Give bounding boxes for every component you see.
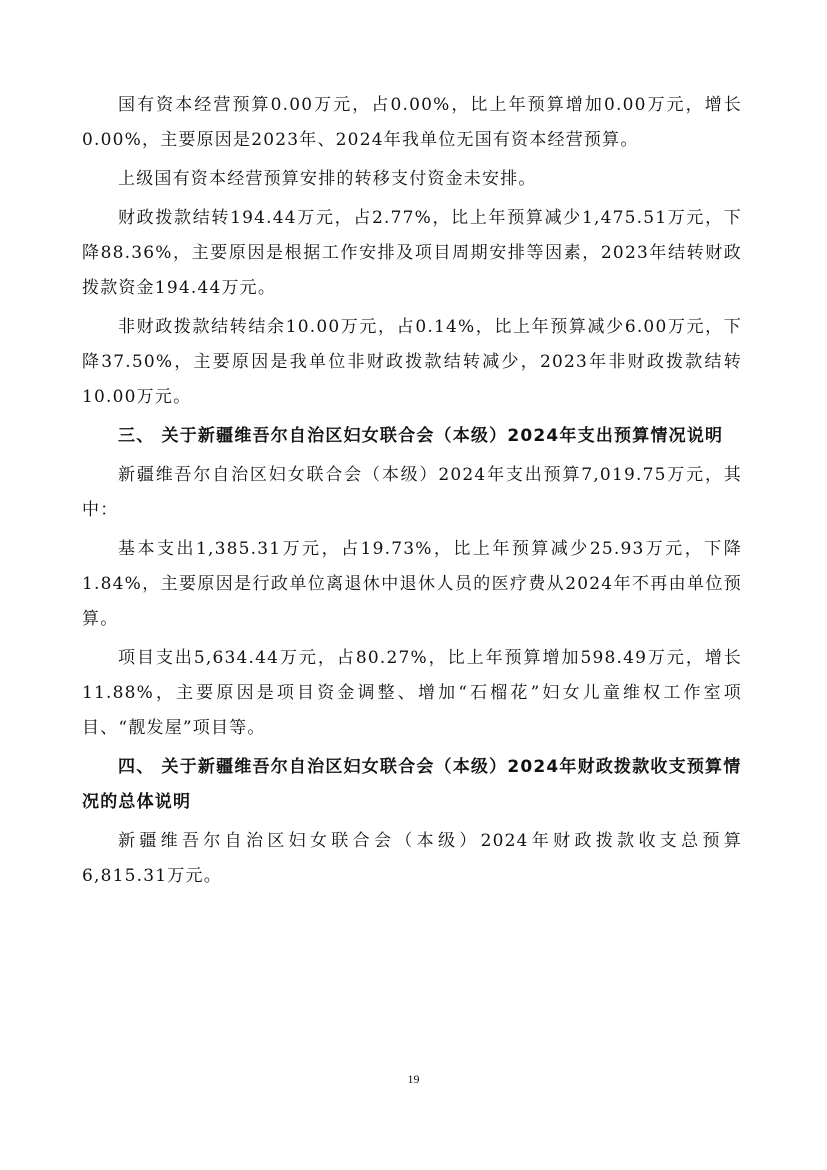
paragraph-fiscal-total: 新疆维吾尔自治区妇女联合会（本级）2024年财政拨款收支总预算6,815.31万元。: [82, 831, 742, 886]
document-body: [82, 88, 742, 898]
paragraph-state-capital: 国有资本经营预算0.00万元，占0.00%，比上年预算增加0.00万元，增长0.00%，主要原因是2023年、2024年我单位无国有资本经营预算。: [82, 95, 742, 150]
paragraph-transfer-payment: 上级国有资本经营预算安排的转移支付资金未安排。: [118, 169, 537, 189]
paragraph-basic-expenditure: 基本支出1,385.31万元，占19.73%，比上年预算减少25.93万元，下降1.84%，主要原因是行政单位离退休中退休人员的医疗费从2024年不再由单位预算。: [82, 539, 742, 629]
paragraph-project-expenditure: 项目支出5,634.44万元，占80.27%，比上年预算增加598.49万元，增长11.88%，主要原因是项目资金调整、增加“石榴花”妇女儿童维权工作室项目、“靓发屋”项目等。: [82, 648, 742, 738]
paragraph-expenditure-total: 新疆维吾尔自治区妇女联合会（本级）2024年支出预算7,019.75万元，其中：: [82, 465, 742, 520]
paragraph-nonfiscal-carryover: 非财政拨款结转结余10.00万元，占0.14%，比上年预算减少6.00万元，下降37.50%，主要原因是我单位非财政拨款结转减少，2023年非财政拨款结转10.00万元。: [82, 317, 742, 407]
section-4-heading: 四、 关于新疆维吾尔自治区妇女联合会（本级）2024年财政拨款收支预算情况的总体说明: [82, 757, 742, 812]
page-number: 19: [407, 1072, 420, 1086]
section-3-heading: 三、 关于新疆维吾尔自治区妇女联合会（本级）2024年支出预算情况说明: [118, 426, 724, 446]
paragraph-fiscal-carryover: 财政拨款结转194.44万元，占2.77%，比上年预算减少1,475.51万元，下降88.36%，主要原因是根据工作安排及项目周期安排等因素，2023年结转财政拨款资金194.44万元。: [82, 208, 742, 298]
